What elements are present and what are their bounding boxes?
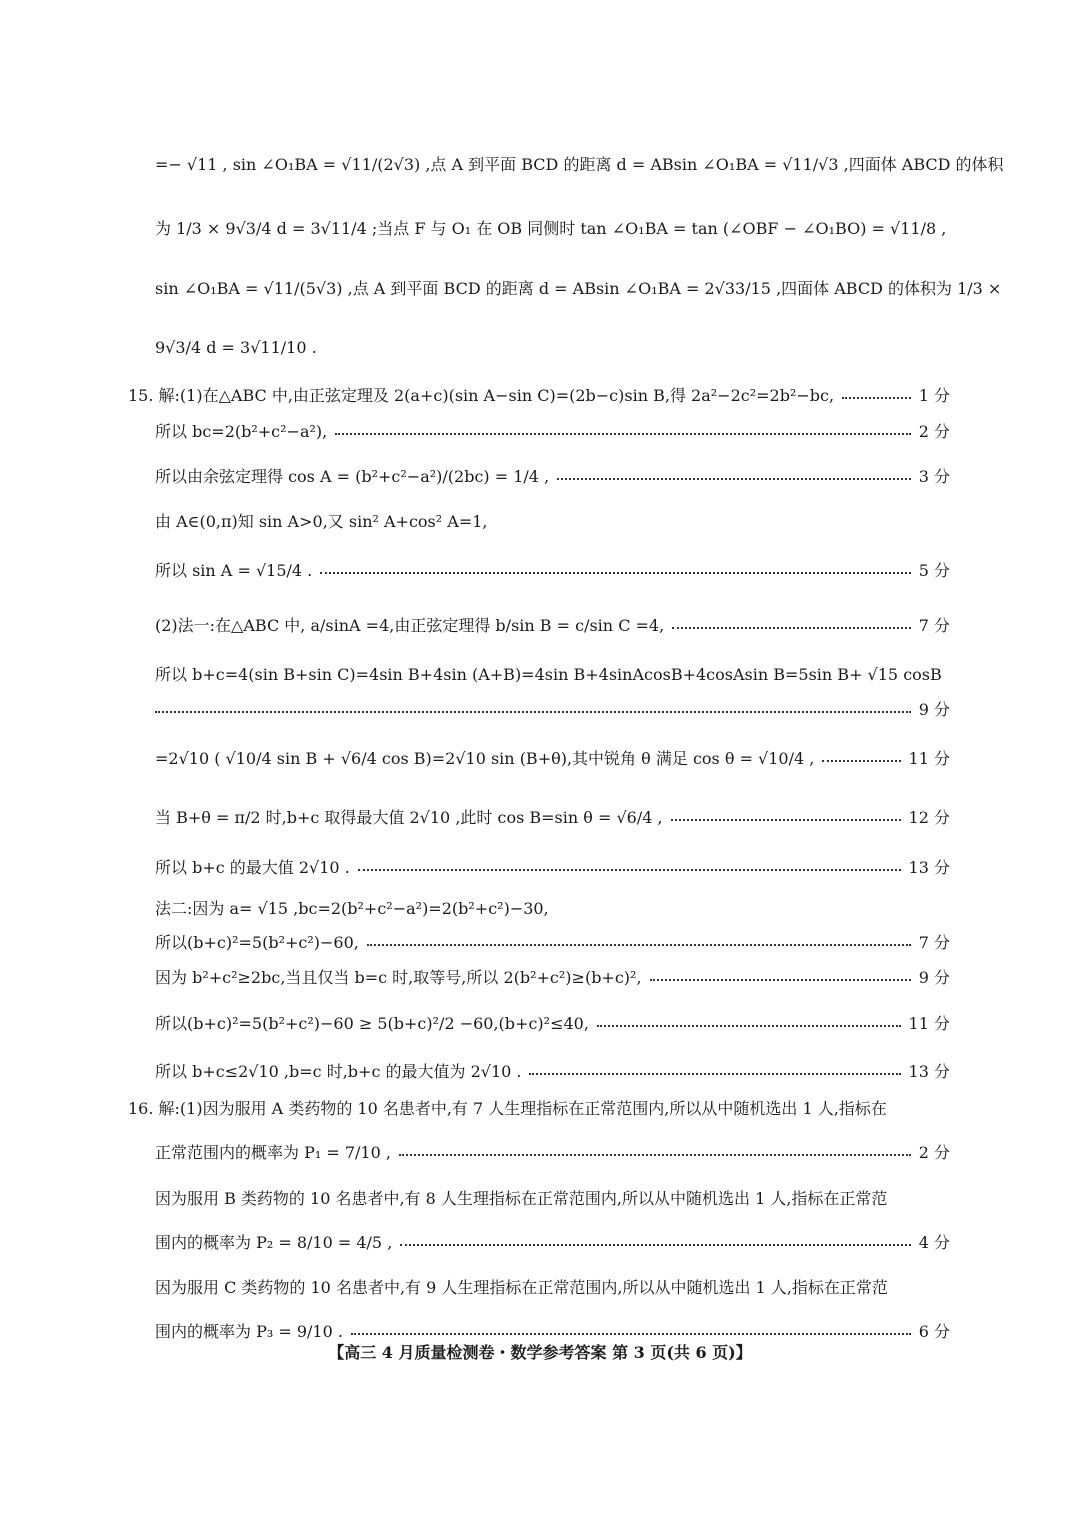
text-line: 当 B+θ = π/2 时,b+c 取得最大值 2√10 ,此时 cos B=sin θ = √6/4 , 12 分: [155, 799, 950, 833]
text-line: 所以(b+c)²=5(b²+c²)−60 ≥ 5(b+c)²/2 −60,(b+c)²≤40, 11 分: [155, 1005, 950, 1039]
text-line: 所以(b+c)²=5(b²+c²)−60, 7 分: [155, 924, 950, 958]
leader-dots: [155, 711, 911, 713]
leader-dots: [671, 819, 901, 821]
leader-dots: [399, 1154, 911, 1156]
score-points: 2 分: [918, 1142, 950, 1162]
leader-dots: [367, 944, 911, 946]
score-points: 9 分: [918, 699, 950, 719]
text-line: 所以 bc=2(b²+c²−a²), 2 分: [155, 413, 950, 447]
text-line: 所以由余弦定理得 cos A = (b²+c²−a²)/(2bc) = 1/4 , 3 分: [155, 458, 950, 492]
leader-dots: [597, 1025, 901, 1027]
text-line: 所以 b+c 的最大值 2√10 . 13 分: [155, 849, 950, 883]
leader-dots: [822, 760, 900, 762]
score-points: 12 分: [908, 807, 950, 827]
score-points: 2 分: [918, 421, 950, 441]
leader-dots: [529, 1073, 900, 1075]
text-line: sin ∠O₁BA = √11/(5√3) ,点 A 到平面 BCD 的距离 d = ABsin ∠O₁BA = 2√33/15 ,四面体 ABCD 的体积为 1/3 ×: [155, 278, 1002, 298]
text-line: 因为服用 C 类药物的 10 名患者中,有 9 人生理指标在正常范围内,所以从中随机选出 1 人,指标在正常范: [155, 1277, 888, 1297]
text-line: [155, 691, 950, 725]
score-points: 7 分: [918, 615, 950, 635]
text-line: 15. 解:(1)在△ABC 中,由正弦定理及 2(a+c)(sin A−sin C)=(2b−c)sin B,得 2a²−2c²=2b²−bc, 1 分: [128, 377, 950, 411]
text-line: 所以 b+c=4(sin B+sin C)=4sin B+4sin (A+B)=4sin B+4sinAcosB+4cosAsin B=5sin B+ √15 cosB: [155, 664, 942, 684]
score-points: 9 分: [918, 967, 950, 987]
score-points: 13 分: [908, 857, 950, 877]
text-line: 为 1/3 × 9√3/4 d = 3√11/4 ;当点 F 与 O₁ 在 OB 同侧时 tan ∠O₁BA = tan (∠OBF − ∠O₁BO) = √11/8 ,: [155, 218, 947, 238]
score-points: 11 分: [908, 1013, 950, 1033]
leader-dots: [351, 1333, 911, 1335]
leader-dots: [320, 572, 910, 574]
score-points: 11 分: [908, 748, 950, 768]
score-points: 6 分: [918, 1321, 950, 1341]
text-line: =− √11 , sin ∠O₁BA = √11/(2√3) ,点 A 到平面 BCD 的距离 d = ABsin ∠O₁BA = √11/√3 ,四面体 ABCD 的体积: [155, 154, 1004, 174]
text-line: 围内的概率为 P₂ = 8/10 = 4/5 , 4 分: [155, 1224, 950, 1258]
leader-dots: [650, 979, 911, 981]
text-line: 9√3/4 d = 3√11/10 .: [155, 337, 317, 357]
text-line: 所以 sin A = √15/4 . 5 分: [155, 552, 950, 586]
text-line: 围内的概率为 P₃ = 9/10 . 6 分: [155, 1313, 950, 1347]
text-line: (2)法一:在△ABC 中, a/sinA =4,由正弦定理得 b/sin B = c/sin C =4, 7 分: [155, 607, 950, 641]
text-line: 所以 b+c≤2√10 ,b=c 时,b+c 的最大值为 2√10 . 13 分: [155, 1053, 950, 1087]
text-line: 因为 b²+c²≥2bc,当且仅当 b=c 时,取等号,所以 2(b²+c²)≥(b+c)², 9 分: [155, 959, 950, 993]
score-points: 3 分: [918, 466, 950, 486]
leader-dots: [358, 869, 901, 871]
page-footer: 【高三 4 月质量检测卷・数学参考答案 第 3 页(共 6 页)】: [328, 1343, 752, 1362]
score-points: 13 分: [908, 1061, 950, 1081]
text-line: 因为服用 B 类药物的 10 名患者中,有 8 人生理指标在正常范围内,所以从中随机选出 1 人,指标在正常范: [155, 1188, 888, 1208]
score-points: 7 分: [918, 932, 950, 952]
text-line: 16. 解:(1)因为服用 A 类药物的 10 名患者中,有 7 人生理指标在正常范围内,所以从中随机选出 1 人,指标在: [128, 1098, 887, 1118]
leader-dots: [335, 433, 910, 435]
score-points: 1 分: [918, 385, 950, 405]
score-points: 5 分: [918, 560, 950, 580]
leader-dots: [672, 627, 911, 629]
text-line: =2√10 ( √10/4 sin B + √6/4 cos B)=2√10 sin (B+θ),其中锐角 θ 满足 cos θ = √10/4 , 11 分: [155, 740, 950, 774]
text-line: 正常范围内的概率为 P₁ = 7/10 , 2 分: [155, 1134, 950, 1168]
text-line: 由 A∈(0,π)知 sin A>0,又 sin² A+cos² A=1,: [155, 511, 488, 531]
leader-dots: [557, 478, 911, 480]
text-line: 法二:因为 a= √15 ,bc=2(b²+c²−a²)=2(b²+c²)−30,: [155, 898, 549, 918]
leader-dots: [400, 1244, 910, 1246]
score-points: 4 分: [918, 1232, 950, 1252]
leader-dots: [842, 397, 911, 399]
